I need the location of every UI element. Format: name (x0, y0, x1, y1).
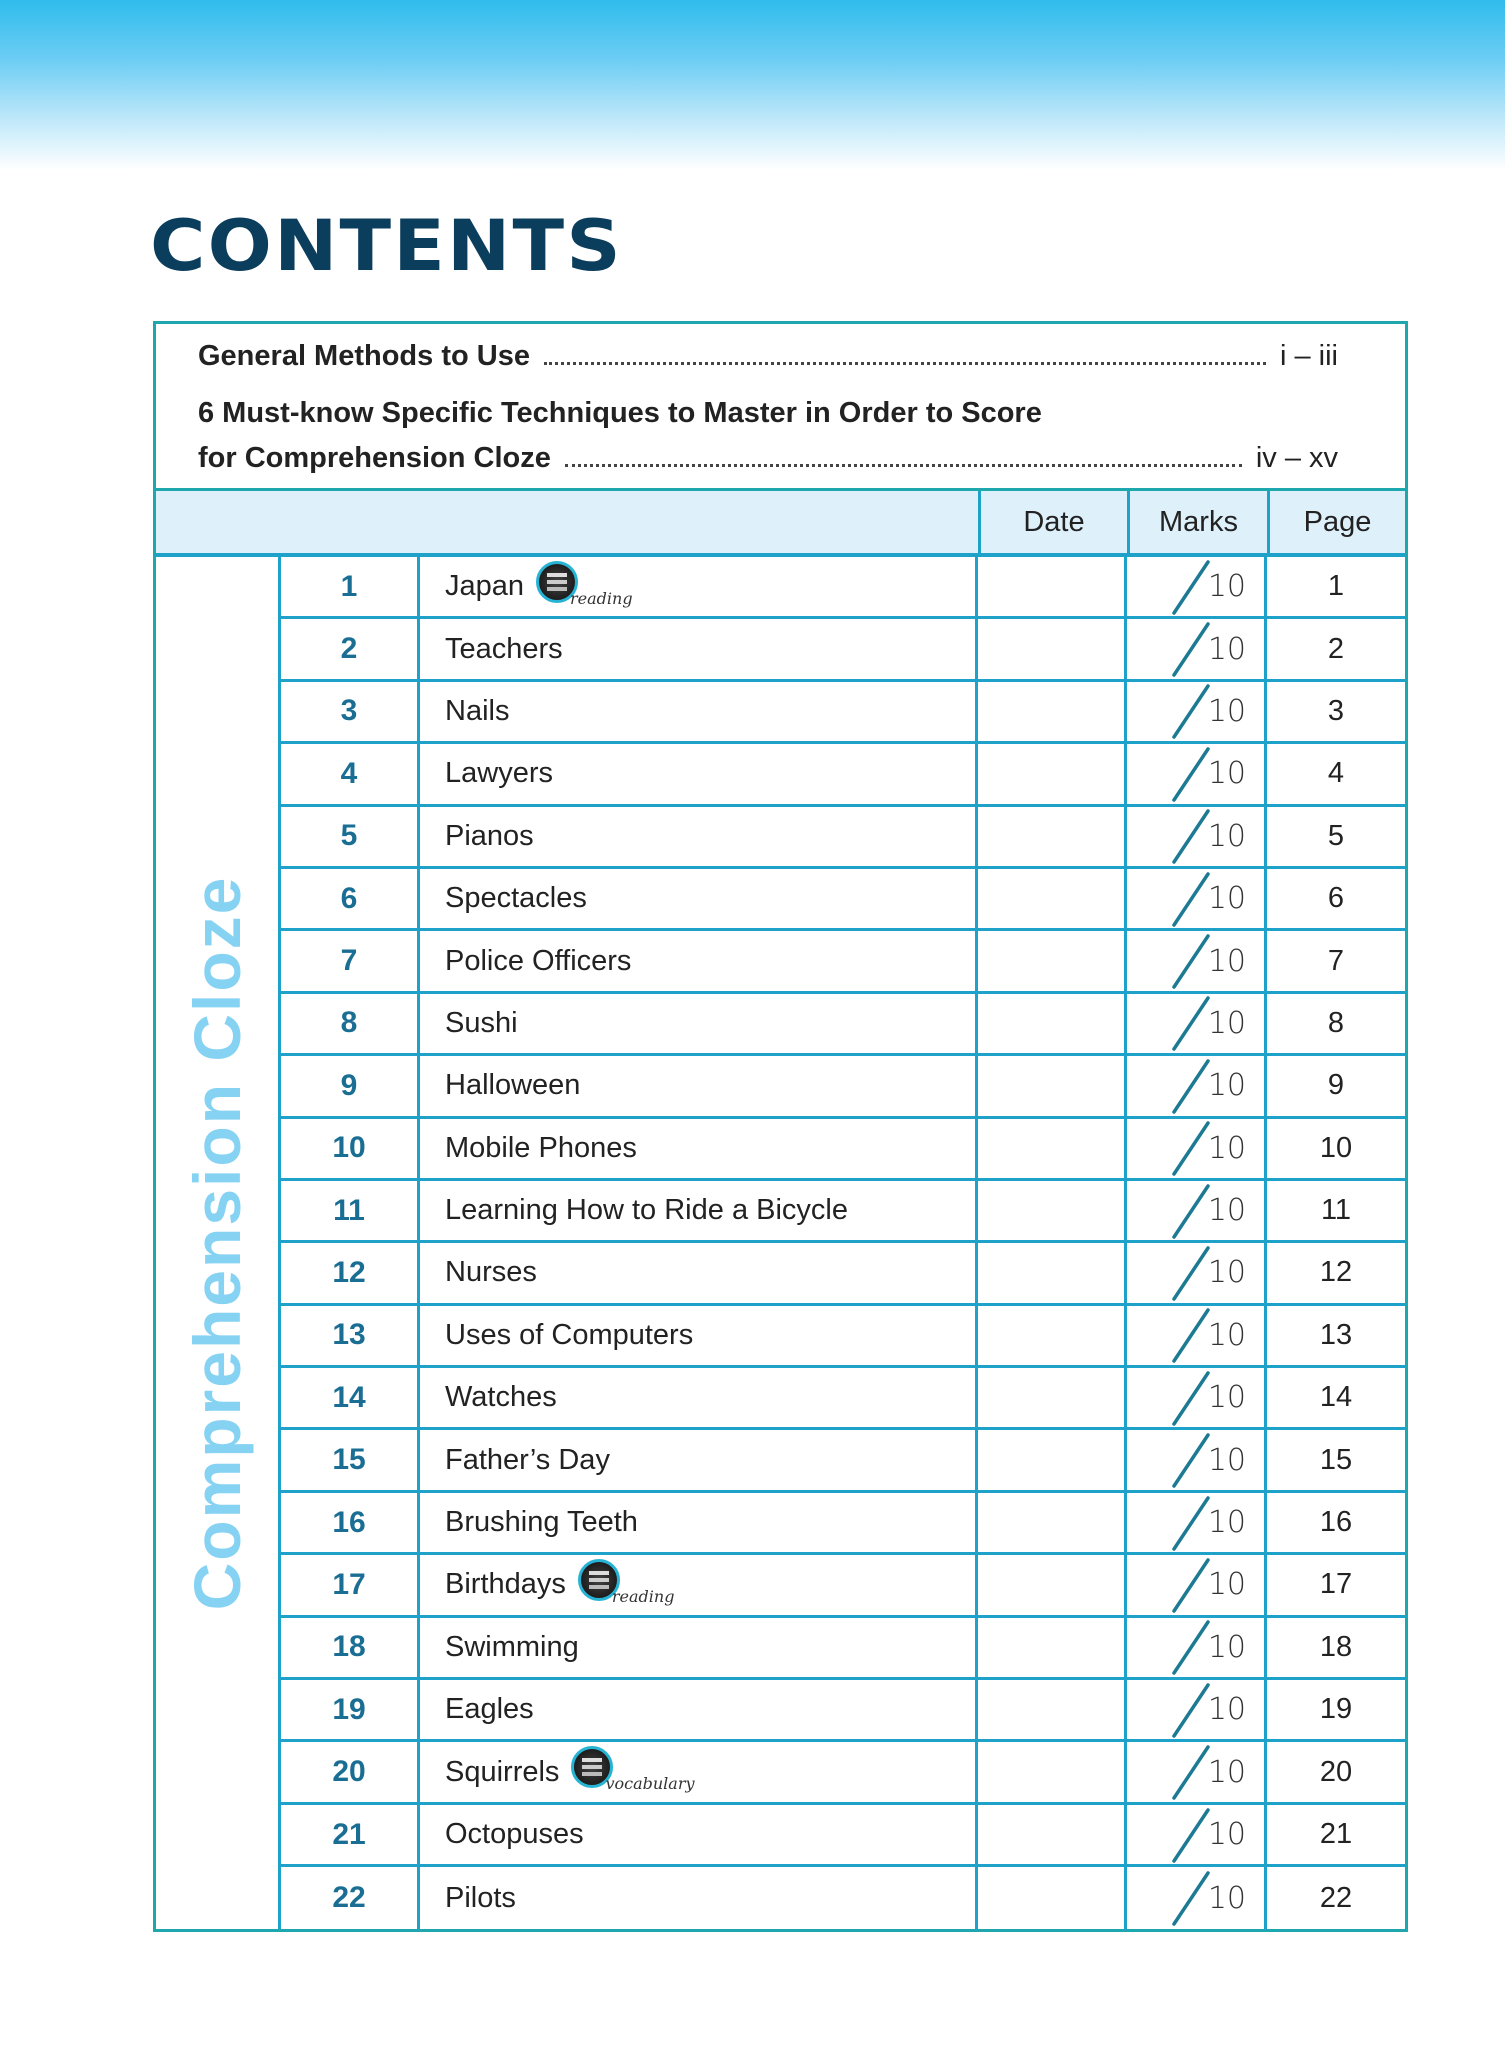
table-row[interactable] (281, 1056, 1405, 1118)
badge-label: vocabulary (605, 1774, 695, 1794)
table-row[interactable] (281, 931, 1405, 993)
date-input-cell[interactable] (978, 1680, 1127, 1739)
table-row[interactable] (281, 807, 1405, 869)
marks-cell[interactable] (1127, 1618, 1267, 1677)
unit-title: Uses of Computers (445, 1318, 694, 1351)
date-input-cell[interactable] (978, 1742, 1127, 1801)
page-number: 11 (1320, 1194, 1352, 1227)
intro-section (156, 324, 1405, 491)
unit-title-cell[interactable] (420, 1243, 978, 1302)
marks-total: 10 (1207, 1692, 1246, 1728)
marks-cell[interactable] (1127, 807, 1267, 866)
unit-title-cell[interactable] (420, 1306, 978, 1365)
date-input-cell[interactable] (978, 1306, 1127, 1365)
unit-number: 2 (281, 619, 420, 678)
table-row[interactable] (281, 1430, 1405, 1492)
marks-total: 10 (1207, 1817, 1246, 1852)
marks-cell[interactable] (1127, 1181, 1267, 1240)
marks-total: 10 (1207, 756, 1246, 792)
page-number: 17 (1319, 1568, 1353, 1601)
marks-total: 10 (1207, 943, 1246, 979)
unit-number: 3 (281, 682, 420, 741)
marks-total: 10 (1207, 1754, 1246, 1790)
unit-title: Lawyers (445, 757, 553, 790)
unit-number: 4 (281, 744, 420, 803)
date-input-cell[interactable] (978, 1056, 1127, 1115)
unit-title-cell[interactable] (420, 1493, 978, 1552)
marks-total: 10 (1207, 1880, 1246, 1916)
unit-number: 12 (281, 1243, 420, 1302)
unit-title: Halloween (445, 1069, 581, 1102)
page-number: 14 (1319, 1381, 1353, 1414)
date-input-cell[interactable] (978, 557, 1127, 616)
unit-number: 19 (281, 1680, 420, 1739)
unit-title: Pianos (445, 819, 534, 852)
unit-title-cell[interactable] (420, 1119, 978, 1178)
page-number: 18 (1319, 1630, 1353, 1663)
unit-title-cell[interactable] (420, 1368, 978, 1427)
header-date: Date (978, 491, 1127, 553)
unit-title-cell[interactable] (420, 1742, 978, 1801)
unit-title: Birthdays (445, 1568, 566, 1601)
toc-entry-techniques-line2[interactable] (198, 442, 1338, 475)
table-row[interactable] (281, 1243, 1405, 1305)
marks-total: 10 (1207, 693, 1246, 729)
page-number: 7 (1327, 944, 1345, 977)
unit-title-cell[interactable] (420, 807, 978, 866)
toc-entry-pages: i – iii (1279, 340, 1338, 372)
date-input-cell[interactable] (978, 994, 1127, 1053)
reading-badge-icon (578, 1561, 675, 1609)
table-row[interactable] (281, 1368, 1405, 1430)
date-input-cell[interactable] (978, 1368, 1127, 1427)
table-body (281, 557, 1405, 1930)
toc-entry-pages: iv – xv (1255, 442, 1338, 474)
table-row[interactable] (281, 994, 1405, 1056)
page-number: 4 (1327, 757, 1345, 790)
unit-title: Pilots (445, 1881, 516, 1914)
unit-number: 17 (281, 1555, 420, 1614)
unit-number: 22 (281, 1867, 420, 1929)
page-number: 9 (1327, 1069, 1345, 1102)
unit-title-cell[interactable] (420, 1680, 978, 1739)
table-row[interactable] (281, 1867, 1405, 1929)
unit-number: 15 (281, 1430, 420, 1489)
page-number: 19 (1319, 1693, 1353, 1726)
date-input-cell[interactable] (978, 1805, 1127, 1864)
unit-number: 5 (281, 807, 420, 866)
unit-title: Teachers (445, 632, 563, 665)
marks-total: 10 (1207, 1567, 1246, 1603)
toc-entry-techniques-line1[interactable] (198, 397, 1042, 430)
marks-total: 10 (1207, 1005, 1246, 1041)
page-number: 10 (1319, 1131, 1353, 1164)
marks-cell[interactable] (1127, 1805, 1267, 1864)
marks-cell[interactable] (1127, 869, 1267, 928)
section-label-column (156, 557, 281, 1929)
unit-title: Watches (445, 1381, 557, 1414)
date-input-cell[interactable] (978, 744, 1127, 803)
table-row[interactable] (281, 1119, 1405, 1181)
unit-title-cell[interactable] (420, 931, 978, 990)
unit-title: Brushing Teeth (445, 1506, 638, 1539)
marks-cell[interactable] (1127, 682, 1267, 741)
header-gradient-band (0, 0, 1505, 170)
table-row[interactable] (281, 619, 1405, 681)
marks-total: 10 (1207, 1505, 1246, 1541)
unit-number: 7 (281, 931, 420, 990)
date-input-cell[interactable] (978, 1493, 1127, 1552)
badge-label: reading (570, 588, 633, 608)
unit-title: Mobile Phones (445, 1131, 637, 1164)
unit-title-cell[interactable] (420, 1805, 978, 1864)
marks-total: 10 (1207, 1068, 1246, 1104)
unit-title: Squirrels (445, 1755, 560, 1788)
unit-number: 11 (281, 1181, 420, 1240)
table-row[interactable] (281, 1555, 1405, 1617)
marks-total: 10 (1207, 1317, 1246, 1353)
marks-cell[interactable] (1127, 1493, 1267, 1552)
unit-number: 6 (281, 869, 420, 928)
page-number: 15 (1319, 1443, 1353, 1476)
marks-total: 10 (1207, 1193, 1246, 1229)
unit-title-cell[interactable] (420, 1056, 978, 1115)
table-row[interactable] (281, 557, 1405, 619)
date-input-cell[interactable] (978, 1243, 1127, 1302)
unit-title-cell[interactable] (420, 869, 978, 928)
marks-cell[interactable] (1127, 1680, 1267, 1739)
unit-title-cell[interactable] (420, 1430, 978, 1489)
marks-total: 10 (1207, 818, 1246, 854)
unit-title-cell[interactable] (420, 682, 978, 741)
unit-title: Sushi (445, 1006, 518, 1039)
table-row[interactable] (281, 1805, 1405, 1867)
toc-entry-label: 6 Must-know Specific Techniques to Master in Order to Score (198, 397, 1042, 429)
unit-title-cell[interactable] (420, 1867, 978, 1929)
date-input-cell[interactable] (978, 807, 1127, 866)
date-input-cell[interactable] (978, 619, 1127, 678)
marks-cell[interactable] (1127, 1119, 1267, 1178)
page-number: 2 (1327, 632, 1345, 665)
page-number: 21 (1319, 1818, 1353, 1850)
page-title: CONTENTS (150, 205, 623, 287)
table-row[interactable] (281, 1181, 1405, 1243)
page-number: 20 (1319, 1755, 1353, 1788)
marks-total: 10 (1207, 631, 1246, 667)
unit-title: Swimming (445, 1630, 579, 1663)
marks-cell[interactable] (1127, 1430, 1267, 1489)
date-input-cell[interactable] (978, 869, 1127, 928)
marks-cell[interactable] (1127, 744, 1267, 803)
contents-table (153, 321, 1408, 1932)
unit-title-cell[interactable] (420, 619, 978, 678)
unit-title: Learning How to Ride a Bicycle (445, 1194, 848, 1227)
header-page: Page (1267, 491, 1405, 553)
unit-title-cell[interactable] (420, 557, 978, 616)
unit-title-cell[interactable] (420, 1618, 978, 1677)
date-input-cell[interactable] (978, 1555, 1127, 1614)
unit-number: 21 (281, 1805, 420, 1864)
marks-cell[interactable] (1127, 557, 1267, 616)
unit-number: 20 (281, 1742, 420, 1801)
marks-cell[interactable] (1127, 1243, 1267, 1302)
marks-cell[interactable] (1127, 1368, 1267, 1427)
page-number: 5 (1327, 819, 1345, 852)
unit-number: 13 (281, 1306, 420, 1365)
vocabulary-badge-icon (571, 1748, 695, 1796)
date-input-cell[interactable] (978, 931, 1127, 990)
date-input-cell[interactable] (978, 682, 1127, 741)
unit-title-cell[interactable] (420, 994, 978, 1053)
marks-total: 10 (1207, 1130, 1246, 1166)
unit-title: Police Officers (445, 944, 632, 977)
marks-cell[interactable] (1127, 931, 1267, 990)
unit-title-cell[interactable] (420, 1181, 978, 1240)
toc-entry-label: General Methods to Use (198, 340, 530, 372)
unit-title: Nurses (445, 1256, 537, 1289)
toc-entry-general-methods[interactable] (198, 340, 1338, 373)
table-row[interactable] (281, 1742, 1405, 1804)
dot-leader (544, 362, 1266, 365)
unit-title: Nails (445, 694, 510, 727)
reading-badge-icon (536, 563, 633, 611)
unit-title-cell[interactable] (420, 1555, 978, 1614)
marks-total: 10 (1207, 881, 1246, 917)
unit-number: 16 (281, 1493, 420, 1552)
date-input-cell[interactable] (978, 1181, 1127, 1240)
page-number: 6 (1327, 882, 1345, 915)
unit-title: Japan (445, 570, 525, 603)
page-number: 12 (1319, 1256, 1353, 1289)
page-number: 3 (1327, 694, 1345, 727)
header-marks: Marks (1127, 491, 1267, 553)
toc-entry-label: for Comprehension Cloze (198, 442, 551, 474)
table-row[interactable] (281, 869, 1405, 931)
unit-number: 1 (281, 557, 420, 616)
marks-cell[interactable] (1127, 1056, 1267, 1115)
page-number: 22 (1319, 1881, 1353, 1914)
marks-total: 10 (1207, 569, 1246, 605)
badge-label: reading (611, 1586, 675, 1606)
marks-cell[interactable] (1127, 1555, 1267, 1614)
table-row[interactable] (281, 1680, 1405, 1742)
unit-title: Spectacles (445, 882, 587, 915)
table-row[interactable] (281, 682, 1405, 744)
page-number: 13 (1319, 1318, 1353, 1351)
marks-total: 10 (1207, 1629, 1246, 1665)
marks-cell[interactable] (1127, 994, 1267, 1053)
unit-title: Octopuses (445, 1818, 584, 1850)
table-row[interactable] (281, 1306, 1405, 1368)
marks-cell[interactable] (1127, 1306, 1267, 1365)
page-number: 16 (1319, 1506, 1353, 1539)
unit-number: 8 (281, 994, 420, 1053)
date-input-cell[interactable] (978, 1430, 1127, 1489)
table-header-row (156, 491, 1405, 557)
date-input-cell[interactable] (978, 1618, 1127, 1677)
dot-leader (565, 464, 1242, 467)
table-row[interactable] (281, 1618, 1405, 1680)
marks-cell[interactable] (1127, 1742, 1267, 1801)
page-number: 8 (1327, 1006, 1345, 1039)
unit-number: 14 (281, 1368, 420, 1427)
page-number: 1 (1327, 570, 1345, 603)
unit-number: 10 (281, 1119, 420, 1178)
unit-title: Eagles (445, 1693, 534, 1726)
date-input-cell[interactable] (978, 1867, 1127, 1929)
marks-cell[interactable] (1127, 619, 1267, 678)
unit-number: 9 (281, 1056, 420, 1115)
unit-title: Father’s Day (445, 1443, 610, 1476)
table-row[interactable] (281, 1493, 1405, 1555)
marks-cell[interactable] (1127, 1867, 1267, 1929)
table-row[interactable] (281, 744, 1405, 806)
marks-total: 10 (1207, 1442, 1246, 1478)
date-input-cell[interactable] (978, 1119, 1127, 1178)
marks-total: 10 (1207, 1380, 1246, 1416)
unit-number: 18 (281, 1618, 420, 1677)
section-label: Comprehension Cloze (180, 875, 254, 1611)
marks-total: 10 (1207, 1255, 1246, 1291)
unit-title-cell[interactable] (420, 744, 978, 803)
